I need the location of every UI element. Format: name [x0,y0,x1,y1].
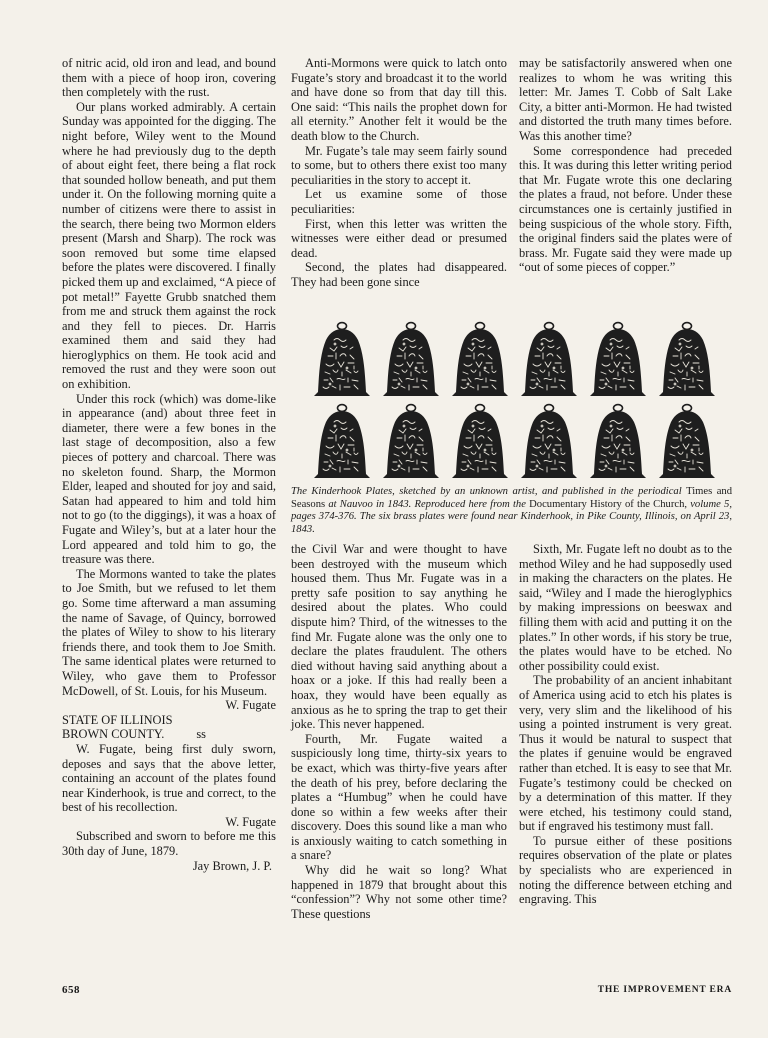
plate-6-front [659,323,715,396]
plate-1-back [314,405,370,478]
caption-periodical: Times and Seasons [291,486,732,510]
plate-3-back [452,405,508,478]
county-name: BROWN COUNTY. [62,727,165,742]
paragraph: To pursue either of these positions requires observation of the plate or plates by specialists who are experienced in noting the difference between etching and engraving. This [519,833,732,907]
paragraph: may be satisfactorily answered when one realizes to whom he was writing this letter: Mr. James T. Cobb of Salt Lake City, a bitter anti-Mormon. He had twisted and distorted the truth many times before. Was this another time? [519,56,732,143]
paragraph: Our plans worked admirably. A certain Sunday was appointed for the digging. The night before, Wiley went to the Mound where he had previously dug to the depth of about eight feet, there being a flat rock that sounded hollow beneath, and put them under it. On the following morning quite a number of citizens were there to assist in the search, there being two Mormon elders present (Marsh and Sharp). The rock was soon removed but some time elapsed before the plates were discovered. I finally picked them up and exclaimed, “A piece of pot metal!” Fayette Grubb snatched them from me and struck them against the rock and they fell to pieces. Dr. Harris examined them and said they had hieroglyphics on them. He took acid and removed the rust and they were soon out on exhibition. [62,99,276,392]
plate-6-back [659,405,715,478]
signature-fugate-2: W. Fugate [225,814,276,829]
magazine-title: THE IMPROVEMENT ERA [597,985,732,995]
paragraph: The Mormons wanted to take the plates to Joe Smith, but we refused to let them go. Some time afterward a man assuming the name of Savage, of Quincy, borrowed the plates of Wiley to show to his literary friends there, and took them to Joe Smith. The same identical plates were returned to Wiley, who gave them to Professor McDowell, of St. Louis, for his Museum. [62,566,276,698]
ss-mark: ss [196,727,206,742]
paragraph: Second, the plates had disappeared. They had been gone since [291,260,507,289]
paragraph: The probability of an ancient inhabitant of America using acid to etch his plates is very, very slim and the likelihood of his using a pointed instrument is very great. Thus it would be natural to suspect that the plates if genuine would be engraved rather than etched. It is easy to see that Mr. Fugate’s testimony could be checked on by a determination of this matter. If they were etched, his testimony could stand, but if engraved his testimony must fall. [519,673,732,834]
caption-part: volume 5, pages 374-376. The six brass plates were found near Kinderhook, in Pike County, Illinois, on April 23, 1843. [291,498,732,535]
figure-caption [291,486,732,536]
paragraph: Anti-Mormons were quick to latch onto Fugate’s story and broadcast it to the world and have done so from that day till this. One said: “This nails the prophet down for all eternity.” Another felt it would be the death blow to the Church. [291,56,507,143]
paragraph: Some correspondence had preceded this. It was during this letter writing period that Mr. Fugate wrote this one declaring the plates a fraud, not before. Under these circumstances one is certainly justified in being suspicious of the whole story. Fifth, the original finders said the plates were of brass. Mr. Fugate said they were made up “out of some pieces of copper.” [519,143,732,275]
page-number: 658 [62,984,80,996]
column-3-bottom [519,542,732,907]
paragraph: of nitric acid, old iron and lead, and bound them with a piece of hoop iron, covering then completely with the rust. [62,56,276,100]
county-line [62,727,276,742]
plate-2-front [383,323,439,396]
state-line: STATE OF ILLINOIS [62,712,173,727]
affidavit-paragraph: W. Fugate, being first duly sworn, deposes and says that the above letter, containing an account of the plates found near Kinderhook, is true and correct, to the best of his recollection. [62,741,276,815]
sworn-paragraph: Subscribed and sworn to before me this 30th day of June, 1879. [62,829,276,859]
plate-1-front [314,323,370,396]
column-2-top [291,56,507,290]
kinderhook-plates-illustration [310,316,722,480]
paragraph: Let us examine some of those peculiarities: [291,187,507,216]
plate-3-front [452,323,508,396]
column-3-top [519,56,732,275]
plate-4-back [521,405,577,478]
caption-part: The Kinderhook Plates, sketched by an unknown artist, and published in the periodical [291,486,682,497]
plate-4-front [521,323,577,396]
paragraph: Under this rock (which) was dome-like in appearance (and) about three feet in diameter, there were a few bones in the last stage of decomposition, also a few pieces of pottery and charcoal. There was no skeleton found. Sharp, the Mormon Elder, leaped and shouted for joy and said, Satan had appeared to him and told him not to go (to the diggings), it was a hoax of Fugate and Wiley’s, but at a later hour the Lord appeared and told him to go, the treasure was there. [62,391,276,567]
paragraph: First, when this letter was written the witnesses were either dead or presumed dead. [291,216,507,260]
column-2-bottom [291,542,507,921]
paragraph: Mr. Fugate’s tale may seem fairly sound to some, but to others there exist too many peculiarities in the story to accept it. [291,143,507,187]
plate-5-back [590,405,646,478]
plate-5-front [590,323,646,396]
caption-part: at Nauvoo in 1843. Reproduced here from the [328,498,526,510]
paragraph: Sixth, Mr. Fugate left no doubt as to the method Wiley and he had supposedly used in making the characters on the plates. He said, “Wiley and I made the hieroglyphics by making impressions on beeswax and filling them with acid and putting it on the plates.” In other words, if his story be true, the plates would have to be etched. No other possibility could exist. [519,542,732,673]
plate-2-back [383,405,439,478]
column-1 [62,56,276,873]
paragraph: the Civil War and were thought to have been destroyed with the museum which housed them. Thus Mr. Fugate was in a pretty safe position to say anything he desired about the plates. Who could dispute him? Third, of the witnesses to the find Mr. Fugate alone was the only one to declare the plates fraudulent. The others died without having said anything about a hoax or a joke. If this had really been a hoax, they would have been equally as anxious as he to spring the trap to get their joke. This never happened. [291,542,507,732]
paragraph: Fourth, Mr. Fugate waited a suspiciously long time, thirty-six years to be exact, which was thirty-five years after the death of his prey, before declaring the plates a “Humbug” when he could have done so within a few weeks after their discovery. Does this sound like a man who is anxiously waiting to catch something in a snare? [291,731,507,863]
caption-book: Documentary History of the Church, [529,498,688,510]
paragraph: Why did he wait so long? What happened in 1879 that brought about this “confession”? Why not some other time? These questions [291,863,507,921]
signature-fugate: W. Fugate [225,698,276,713]
justice-signature: Jay Brown, J. P. [192,858,272,873]
